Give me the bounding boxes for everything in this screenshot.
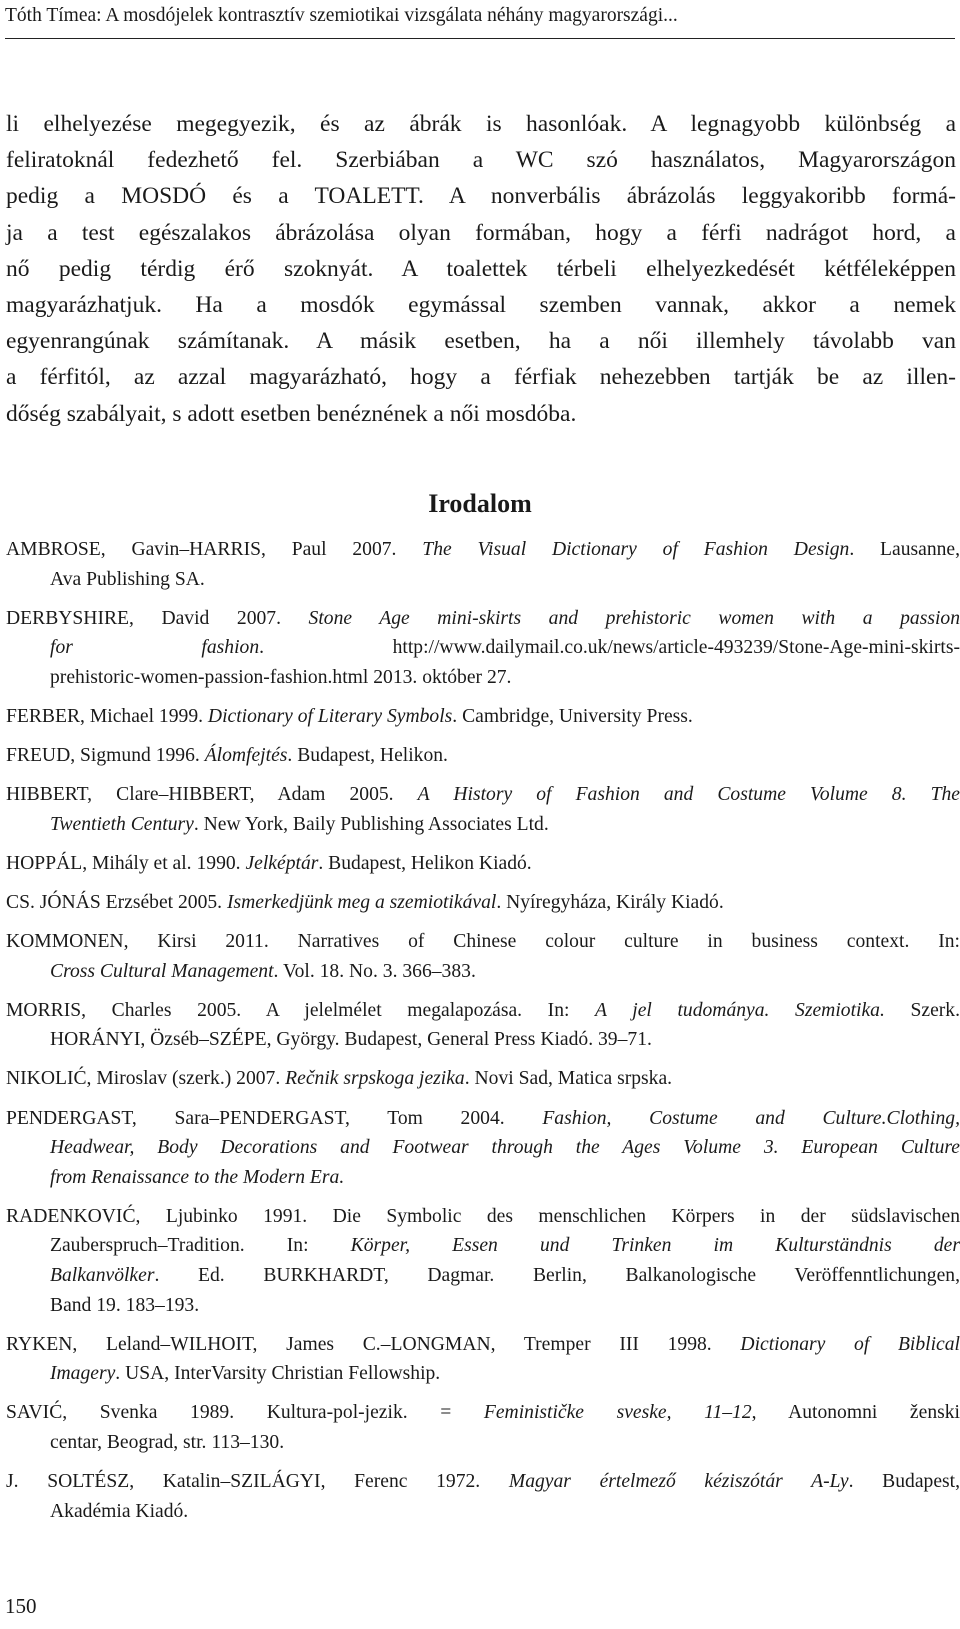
- reference-title: A History of Fashion and Costume Volume 8. The: [417, 784, 960, 806]
- reference-title: Jelképtár: [245, 852, 319, 874]
- reference-line: [6, 1104, 960, 1134]
- body-line: nő pedig térdig érő szoknyát. A toalettek térbeli elhelyezkedését kétféleképpen: [6, 255, 956, 282]
- reference-line: [6, 1467, 960, 1497]
- reference-text: Zauberspruch–Tradition. In:: [50, 1235, 351, 1257]
- reference-title: Dictionary of Biblical: [740, 1333, 960, 1355]
- reference-title: Cross Cultural Management: [50, 960, 274, 982]
- reference-text: . Budapest,: [848, 1471, 960, 1493]
- body-paragraph: [6, 106, 956, 432]
- reference-title: for fashion: [50, 637, 260, 659]
- reference-title: The Visual Dictionary of Fashion Design: [422, 539, 850, 560]
- reference-entry: [6, 1064, 960, 1094]
- reference-line: [6, 702, 960, 732]
- reference-text: . Budapest, Helikon Kiadó.: [318, 852, 532, 874]
- reference-title: A jel tudománya. Szemiotika.: [595, 999, 885, 1021]
- reference-text: MORRIS, Charles 2005. A jelelmélet megalapozása. In:: [6, 999, 596, 1021]
- reference-entry: [6, 1398, 960, 1457]
- reference-entry: [6, 1202, 960, 1320]
- reference-text: prehistoric-women-passion-fashion.html 2013. október 27.: [50, 666, 512, 688]
- reference-text: HIBBERT, Clare–HIBBERT, Adam 2005.: [6, 784, 418, 806]
- reference-line: [6, 1202, 960, 1232]
- reference-line: [6, 535, 960, 565]
- body-line: magyarázhatjuk. Ha a mosdók egymással szemben vannak, akkor a nemek: [6, 291, 956, 318]
- reference-line: [6, 780, 960, 810]
- body-line: li elhelyezése megegyezik, és az ábrák is hasonlóak. A legnagyobb különbség a: [6, 111, 956, 137]
- reference-line: [6, 741, 960, 771]
- body-line: dőség szabályait, s adott esetben benéznének a női mosdóba.: [6, 400, 577, 427]
- reference-text: PENDERGAST, Sara–PENDERGAST, Tom 2004.: [6, 1107, 543, 1129]
- reference-title: Álomfejtés: [204, 745, 288, 767]
- reference-title: Fashion, Costume and Culture.Clothing,: [542, 1107, 960, 1129]
- reference-text: . Budapest, Helikon.: [287, 745, 448, 767]
- reference-text: AMBROSE, Gavin–HARRIS, Paul 2007.: [6, 539, 423, 560]
- reference-line: [6, 1398, 960, 1428]
- reference-line: [6, 565, 960, 595]
- reference-line: [6, 927, 960, 957]
- reference-line: [6, 1291, 960, 1321]
- reference-title: Imagery: [50, 1363, 116, 1385]
- reference-text: centar, Beograd, str. 113–130.: [50, 1431, 285, 1453]
- reference-line: [6, 849, 960, 879]
- reference-line: [6, 888, 960, 918]
- reference-text: HOPPÁL, Mihály et al. 1990.: [6, 852, 246, 874]
- reference-text: Szerk.: [884, 999, 960, 1021]
- reference-text: SAVIĆ, Svenka 1989. Kultura-pol-jezik. =: [6, 1402, 484, 1424]
- reference-text: HORÁNYI, Özséb–SZÉPE, György. Budapest, General Press Kiadó. 39–71.: [50, 1029, 652, 1051]
- reference-text: J. SOLTÉSZ, Katalin–SZILÁGYI, Ferenc 1972.: [6, 1471, 509, 1493]
- body-line: feliratoknál fedezhető fel. Szerbiában a WC szó használatos, Magyarországon: [6, 147, 956, 174]
- reference-line: [6, 1428, 960, 1458]
- reference-text: . Novi Sad, Matica srpska.: [464, 1068, 673, 1090]
- reference-entry: [6, 888, 960, 918]
- reference-title: Twentieth Century: [50, 813, 194, 835]
- reference-entry: [6, 1330, 960, 1389]
- body-line: ja a test egészalakos ábrázolása olyan formában, hogy a férfi nadrágot hord, a: [6, 219, 956, 246]
- reference-entry: [6, 702, 960, 732]
- reference-title: Körper, Essen und Trinken im Kulturständnis der: [350, 1235, 960, 1257]
- reference-text: . USA, InterVarsity Christian Fellowship.: [115, 1363, 441, 1385]
- reference-entry: [6, 1104, 960, 1193]
- reference-title: Rečnik srpskoga jezika: [285, 1068, 465, 1090]
- reference-text: . New York, Baily Publishing Associates Ltd.: [193, 813, 549, 835]
- reference-text: CS. JÓNÁS Erzsébet 2005.: [6, 891, 227, 913]
- reference-line: [6, 1359, 960, 1389]
- reference-text: NIKOLIĆ, Miroslav (szerk.) 2007.: [6, 1068, 286, 1090]
- reference-text: FERBER, Michael 1999.: [6, 705, 208, 727]
- reference-entry: [6, 604, 960, 693]
- reference-line: [6, 1163, 960, 1193]
- page-number: 150: [5, 1594, 37, 1618]
- reference-entry: [6, 927, 960, 986]
- references-heading: Irodalom: [428, 489, 532, 518]
- reference-line: [6, 1064, 960, 1094]
- reference-text: KOMMONEN, Kirsi 2011. Narratives of Chinese colour culture in business context. In:: [6, 931, 960, 953]
- reference-entry: [6, 741, 960, 771]
- reference-text: . Nyíregyháza, Király Kiadó.: [496, 891, 724, 913]
- reference-line: [6, 1231, 960, 1261]
- reference-title: Feminističke sveske, 11–12: [483, 1402, 752, 1424]
- running-header: Tóth Tímea: A mosdójelek kontrasztív szemiotikai vizsgálata néhány magyarországi...: [5, 5, 678, 26]
- reference-text: . http://www.dailymail.co.uk/news/article-493239/Stone-Age-mini-skirts-: [259, 637, 960, 659]
- references-list: [6, 535, 960, 1526]
- body-line: egyenrangúnak számítanak. A másik esetben, ha a női illemhely távolabb van: [6, 328, 956, 355]
- reference-line: [6, 1133, 960, 1163]
- reference-text: . Cambridge, University Press.: [452, 705, 693, 727]
- reference-text: DERBYSHIRE, David 2007.: [6, 607, 309, 629]
- reference-title: Balkanvölker: [50, 1264, 155, 1286]
- reference-line: [6, 996, 960, 1026]
- reference-text: RADENKOVIĆ, Ljubinko 1991. Die Symbolic des menschlichen Körpers in der südslavischen: [6, 1205, 960, 1227]
- reference-title: Headwear, Body Decorations and Footwear through the Ages Volume 3. European Culture: [50, 1137, 960, 1159]
- reference-text: , Autonomni ženski: [751, 1402, 960, 1424]
- reference-text: . Ed. BURKHARDT, Dagmar. Berlin, Balkanologische Veröffenntlichungen,: [154, 1264, 960, 1286]
- reference-entry: [6, 996, 960, 1055]
- reference-title: Magyar értelmező kéziszótár A-Ly: [508, 1471, 849, 1493]
- reference-line: [6, 1330, 960, 1360]
- body-line: pedig a MOSDÓ és a TOALETT. A nonverbális ábrázolás leggyakoribb formá-: [6, 183, 956, 210]
- reference-text: Akadémia Kiadó.: [50, 1500, 189, 1522]
- reference-line: [6, 663, 960, 693]
- reference-line: [6, 633, 960, 663]
- reference-title: Dictionary of Literary Symbols: [207, 705, 453, 727]
- body-line: a férfitól, az azzal magyarázható, hogy a férfiak nehezebben tartják be az illen-: [6, 364, 956, 391]
- reference-entry: [6, 1467, 960, 1526]
- reference-entry: [6, 780, 960, 839]
- reference-line: [6, 1497, 960, 1527]
- reference-title: from Renaissance to the Modern Era.: [50, 1166, 345, 1188]
- reference-line: [6, 604, 960, 634]
- reference-entry: [6, 535, 960, 594]
- reference-text: . Vol. 18. No. 3. 366–383.: [273, 960, 476, 982]
- reference-entry: [6, 849, 960, 879]
- reference-text: . Lausanne,: [849, 539, 960, 560]
- header-rule: [5, 38, 955, 39]
- reference-text: FREUD, Sigmund 1996.: [6, 745, 205, 767]
- reference-text: RYKEN, Leland–WILHOIT, James C.–LONGMAN, Tremper III 1998.: [6, 1333, 741, 1355]
- reference-title: Stone Age mini-skirts and prehistoric women with a passion: [308, 607, 960, 629]
- reference-text: Ava Publishing SA.: [50, 568, 205, 590]
- reference-title: Ismerkedjünk meg a szemiotikával: [226, 891, 497, 913]
- reference-line: [6, 1261, 960, 1291]
- reference-line: [6, 1025, 960, 1055]
- reference-line: [6, 810, 960, 840]
- reference-line: [6, 957, 960, 987]
- reference-text: Band 19. 183–193.: [50, 1294, 200, 1316]
